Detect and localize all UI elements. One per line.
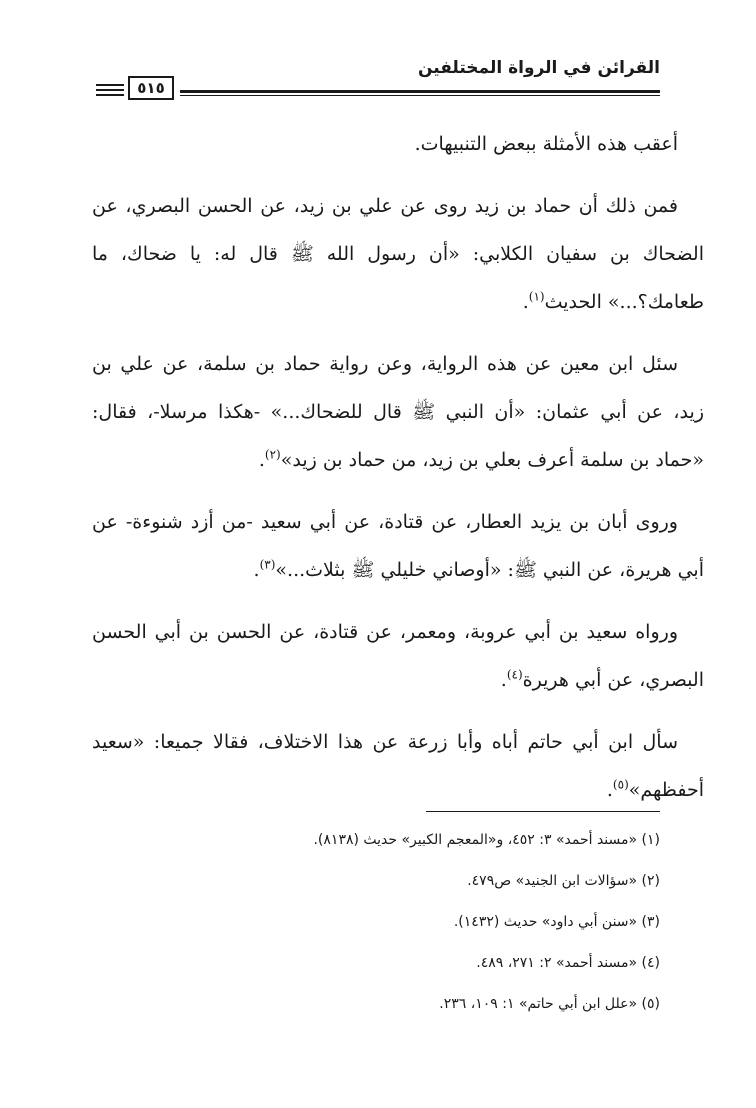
running-title: القرائن في الرواة المختلفين: [417, 58, 660, 78]
footnote-ref: (١): [528, 289, 545, 304]
paragraph: فمن ذلك أن حماد بن زيد روى عن علي بن زيد، عن الحسن البصري، عن الضحاك بن سفيان الكلابي: «أن رسول الله ﷺ قال له: يا ضحاك، ما طعامك؟...» الحديث$^{(١)}$.: [92, 195, 704, 313]
paragraph: سئل ابن معين عن هذه الرواية، وعن رواية حماد بن سلمة، عن علي بن زيد، عن أبي عثمان: «أن النبي ﷺ قال للضحاك...» -هكذا مرسلا-، فقال: «حماد بن سلمة أعرف بعلي بن زيد، من حماد بن زيد»$^{(٢)}$.: [92, 353, 704, 471]
footnote-ref: (٣): [259, 557, 276, 572]
header-rule: [180, 90, 660, 96]
footnote: (٤) «مسند أحمد» ٢: ٢٧١، ٤٨٩.: [476, 955, 660, 971]
page-header: [96, 56, 660, 100]
paragraph: ورواه سعيد بن أبي عروبة، ومعمر، عن قتادة، عن الحسن بن أبي الحسن البصري، عن أبي هريرة$^{(٤)}$.: [92, 621, 704, 691]
page-number: ٥١٥: [128, 76, 174, 100]
footnote: (٣) «سنن أبي داود» حديث (١٤٣٢).: [453, 914, 660, 930]
footnote: (١) «مسند أحمد» ٣: ٤٥٢، و«المعجم الكبير» حديث (٨١٣٨).: [313, 832, 660, 848]
footnote: (٢) «سؤالات ابن الجنيد» ص٤٧٩.: [467, 873, 660, 889]
paragraph: وروى أبان بن يزيد العطار، عن قتادة، عن أبي سعيد -من أزد شنوءة- عن أبي هريرة، عن النبي ﷺ: «أوصاني خليلي ﷺ بثلاث...»$^{(٣)}$.: [92, 511, 704, 581]
footnote-ref: (٤): [506, 667, 523, 682]
footnote: (٥) «علل ابن أبي حاتم» ١: ١٠٩، ٢٣٦.: [439, 996, 660, 1012]
header-rule-short: [96, 89, 124, 91]
header-rule-short: [96, 84, 124, 86]
paragraph: أعقب هذه الأمثلة ببعض التنبيهات.: [414, 133, 678, 155]
paragraph: سأل ابن أبي حاتم أباه وأبا زرعة عن هذا الاختلاف، فقالا جميعا: «سعيد أحفظهم»$^{(٥)}$.: [92, 731, 704, 801]
footnotes: [100, 820, 660, 1025]
body-text: [92, 120, 704, 828]
header-rule-short: [96, 94, 124, 96]
footnote-ref: (٢): [264, 447, 281, 462]
footnote-separator: [426, 811, 660, 812]
footnote-ref: (٥): [612, 777, 629, 792]
